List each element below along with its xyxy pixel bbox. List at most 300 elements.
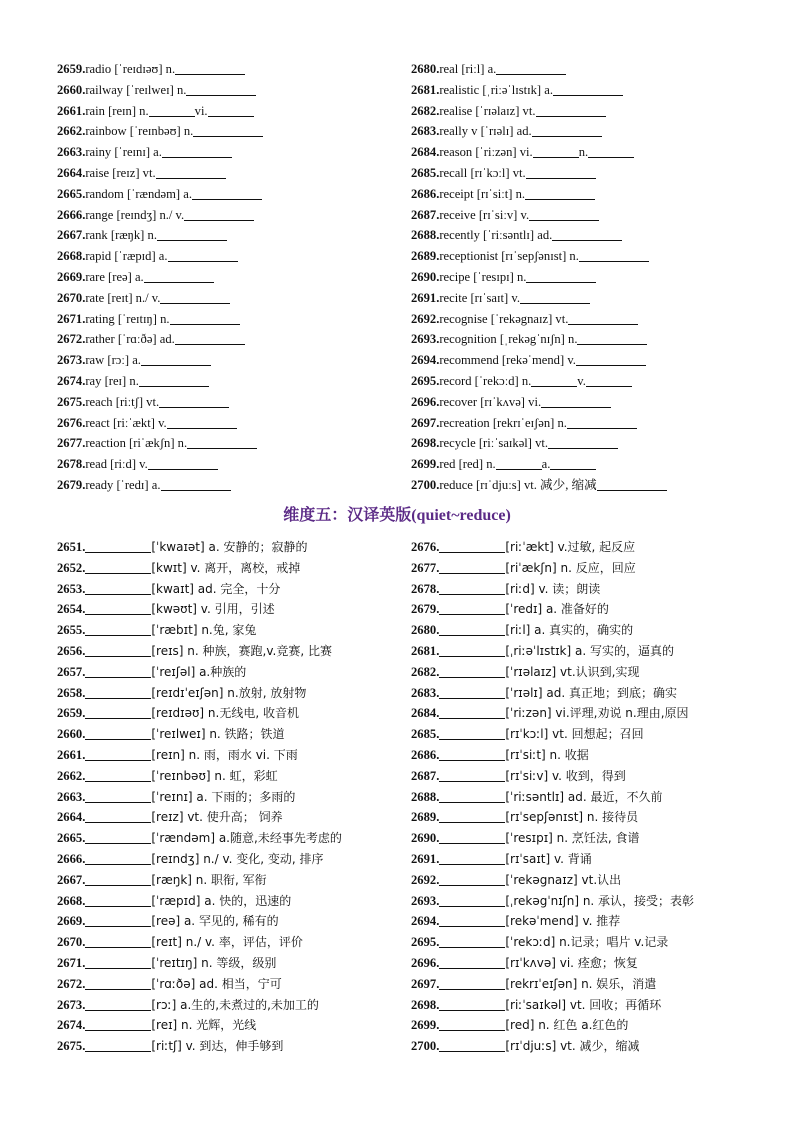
entry-number: 2683. <box>411 685 440 700</box>
answer-blank[interactable] <box>159 394 229 408</box>
entry-word: rate [reɪt] n./ v. <box>85 290 161 305</box>
vocab-entry <box>411 1036 751 1057</box>
answer-blank[interactable] <box>588 144 634 158</box>
answer-blank[interactable] <box>529 207 599 221</box>
vocab-entry <box>57 662 402 683</box>
entry-number: 2681. <box>411 82 440 97</box>
entry-word: rain [reɪn] n. <box>85 103 149 118</box>
answer-blank[interactable] <box>439 851 505 865</box>
vocab-entry <box>57 911 402 932</box>
entry-word: recall [rɪˈkɔːl] vt. <box>439 165 526 180</box>
vocab-entry <box>411 745 751 766</box>
entry-number: 2686. <box>411 186 440 201</box>
vocab-entry <box>411 246 751 267</box>
entry-number: 2687. <box>411 207 440 222</box>
entry-number: 2665. <box>57 831 86 846</box>
answer-blank[interactable] <box>439 913 505 927</box>
answer-blank[interactable] <box>439 539 505 553</box>
entry-word: ready [ˈredɪ] a. <box>85 477 161 492</box>
entry-number: 2688. <box>411 228 440 243</box>
entry-definition: [ˈræpɪd] a. 快的，迅速的 <box>151 893 292 908</box>
vocab-entry <box>411 787 751 808</box>
vocab-entry <box>57 184 397 205</box>
vocab-entry <box>411 641 751 662</box>
entry-definition: [ˈrændəm] a.随意,未经事先考虑的 <box>151 831 342 846</box>
answer-blank[interactable] <box>184 207 254 221</box>
answer-blank[interactable] <box>85 851 151 865</box>
section-title-cn: 维度五：汉译英版 <box>283 505 412 524</box>
entry-number: 2657. <box>57 664 86 679</box>
answer-blank[interactable] <box>439 685 505 699</box>
entry-number: 2659. <box>57 706 86 721</box>
answer-blank[interactable] <box>139 373 209 387</box>
vocab-entry <box>411 205 751 226</box>
entry-number: 2668. <box>57 249 86 264</box>
vocab-entry <box>57 932 402 953</box>
entry-definition: [ˈrekɔːd] n.记录；唱片 v.记录 <box>505 935 669 950</box>
vocab-entry <box>411 371 751 392</box>
entry-number: 2699. <box>411 1018 440 1033</box>
entry-number: 2674. <box>57 373 86 388</box>
entry-word: real [riːl] a. <box>439 62 497 76</box>
entry-word: raise [reɪz] vt. <box>85 165 156 180</box>
answer-blank[interactable] <box>85 726 151 740</box>
entry-definition: [ˌriːəˈlɪstɪk] a. 写实的，逼真的 <box>505 643 674 658</box>
answer-blank[interactable] <box>208 103 254 117</box>
entry-number: 2691. <box>411 290 440 305</box>
answer-blank[interactable] <box>85 768 151 782</box>
vocab-entry <box>57 59 397 80</box>
entry-number: 2688. <box>411 789 440 804</box>
answer-blank[interactable] <box>577 331 647 345</box>
entry-definition: [ræŋk] n. 职衔, 军衔 <box>151 872 267 887</box>
vocab-entry <box>411 891 751 912</box>
answer-blank[interactable] <box>439 830 505 844</box>
entry-number: 2682. <box>411 103 440 118</box>
entry-word-part2: n. <box>578 145 589 160</box>
entry-number: 2671. <box>57 311 86 326</box>
entry-definition: [rɪˈsiːt] n. 收据 <box>505 747 589 762</box>
entry-number: 2669. <box>57 269 86 284</box>
answer-blank[interactable] <box>597 477 667 491</box>
answer-blank[interactable] <box>85 581 151 595</box>
entry-number: 2673. <box>57 353 86 368</box>
answer-blank[interactable] <box>439 809 505 823</box>
entry-number: 2668. <box>57 893 86 908</box>
vocab-entry <box>57 475 397 496</box>
answer-blank[interactable] <box>156 165 226 179</box>
entry-number: 2685. <box>411 165 440 180</box>
answer-blank[interactable] <box>161 477 231 491</box>
answer-blank[interactable] <box>439 726 505 740</box>
entry-number: 2682. <box>411 664 440 679</box>
vocab-entry <box>411 413 751 434</box>
cn-to-en-left-column <box>57 537 402 1057</box>
vocab-entry <box>57 703 402 724</box>
vocab-entry <box>57 205 397 226</box>
entry-number: 2670. <box>57 935 86 950</box>
entry-number: 2690. <box>411 831 440 846</box>
entry-definition: [ˈrɪəlɪ] ad. 真正地；到底；确实 <box>505 685 677 700</box>
entry-definition: [reɪs] n. 种族，赛跑,v.竞赛, 比赛 <box>151 643 332 658</box>
vocab-entry <box>411 766 751 787</box>
answer-blank[interactable] <box>186 82 256 96</box>
entry-number: 2658. <box>57 685 86 700</box>
answer-blank[interactable] <box>525 186 595 200</box>
entry-number: 2696. <box>411 955 440 970</box>
vocab-entry <box>57 225 397 246</box>
entry-word: rainy [ˈreɪnɪ] a. <box>85 145 162 160</box>
answer-blank[interactable] <box>552 227 622 241</box>
vocab-entry <box>57 995 402 1016</box>
entry-definition: [reɪdɪəʊ] n.无线电, 收音机 <box>151 706 299 721</box>
vocab-entry <box>57 641 402 662</box>
vocab-entry <box>57 620 402 641</box>
vocab-entry <box>411 225 751 246</box>
entry-number: 2692. <box>411 311 440 326</box>
entry-word: react [riːˈækt] v. <box>85 415 167 430</box>
entry-word: railway [ˈreɪlweɪ] n. <box>85 82 187 97</box>
answer-blank[interactable] <box>576 352 646 366</box>
answer-blank[interactable] <box>85 872 151 886</box>
entry-definition: [rɪˈdjuːs] vt. 减少，缩减 <box>505 1039 640 1054</box>
entry-word: reach [riːtʃ] vt. <box>85 394 160 409</box>
entry-word: rating [ˈreɪtɪŋ] n. <box>85 311 170 326</box>
answer-blank[interactable] <box>439 622 505 636</box>
entry-number: 2679. <box>411 602 440 617</box>
answer-blank[interactable] <box>439 747 505 761</box>
entry-number: 2653. <box>57 581 86 596</box>
vocab-entry <box>57 121 397 142</box>
answer-blank[interactable] <box>187 435 257 449</box>
entry-number: 2667. <box>57 872 86 887</box>
vocab-entry <box>411 662 751 683</box>
entry-number: 2673. <box>57 997 86 1012</box>
entry-word: realistic [ˌriːəˈlɪstɪk] a. <box>439 82 553 97</box>
answer-blank[interactable] <box>553 82 623 96</box>
answer-blank[interactable] <box>85 997 151 1011</box>
entry-definition: [ˈredɪ] a. 准备好的 <box>505 602 609 617</box>
entry-number: 2666. <box>57 207 86 222</box>
entry-number: 2675. <box>57 394 86 409</box>
answer-blank[interactable] <box>85 830 151 844</box>
entry-number: 2660. <box>57 82 86 97</box>
answer-blank[interactable] <box>85 789 151 803</box>
vocab-entry <box>411 1015 751 1036</box>
entry-number: 2669. <box>57 914 86 929</box>
entry-word: rather [ˈrɑːðə] ad. <box>85 332 175 347</box>
entry-number: 2684. <box>411 145 440 160</box>
entry-definition: [rɪˈsaɪt] v. 背诵 <box>505 851 592 866</box>
answer-blank[interactable] <box>85 747 151 761</box>
answer-blank[interactable] <box>85 1038 151 1052</box>
vocab-entry <box>411 59 751 80</box>
answer-blank[interactable] <box>439 789 505 803</box>
entry-word: rare [reə] a. <box>85 269 144 284</box>
answer-blank[interactable] <box>85 601 151 615</box>
entry-word: reaction [riˈækʃn] n. <box>85 436 188 451</box>
entry-word: receptionist [rɪˈsepʃənɪst] n. <box>439 249 579 264</box>
answer-blank[interactable] <box>175 331 245 345</box>
entry-number: 2694. <box>411 353 440 368</box>
vocab-entry <box>411 974 751 995</box>
answer-blank[interactable] <box>85 913 151 927</box>
vocab-entry <box>57 974 402 995</box>
entry-number: 2663. <box>57 145 86 160</box>
answer-blank[interactable] <box>439 1038 505 1052</box>
answer-blank[interactable] <box>85 643 151 657</box>
answer-blank[interactable] <box>439 664 505 678</box>
entry-definition: [reɪndʒ] n./ v. 变化, 变动, 排序 <box>151 851 324 866</box>
entry-definition: [ˈrɪəlaɪz] vt.认识到,实现 <box>505 664 640 679</box>
entry-word: random [ˈrændəm] a. <box>85 186 193 201</box>
entry-word: reduce [rɪˈdjuːs] vt. 减少, 缩减 <box>439 477 597 492</box>
entry-number: 2693. <box>411 893 440 908</box>
entry-number: 2666. <box>57 851 86 866</box>
entry-word: reason [ˈriːzən] vi. <box>439 145 533 160</box>
answer-blank[interactable] <box>439 872 505 886</box>
answer-blank[interactable] <box>439 581 505 595</box>
answer-blank[interactable] <box>141 352 211 366</box>
answer-blank[interactable] <box>439 768 505 782</box>
answer-blank[interactable] <box>175 61 245 75</box>
answer-blank[interactable] <box>85 934 151 948</box>
vocab-entry <box>411 807 751 828</box>
answer-blank[interactable] <box>567 415 637 429</box>
entry-number: 2659. <box>57 62 86 76</box>
entry-word: receive [rɪˈsiːv] v. <box>439 207 530 222</box>
entry-number: 2672. <box>57 976 86 991</box>
section-title <box>0 502 794 525</box>
entry-definition: [ˈrɑːðə] ad. 相当，宁可 <box>151 976 282 991</box>
entry-definition: [ˈriːsəntlɪ] ad. 最近，不久前 <box>505 789 663 804</box>
answer-blank[interactable] <box>520 290 590 304</box>
vocab-entry <box>411 350 751 371</box>
vocab-entry <box>411 849 751 870</box>
answer-blank[interactable] <box>531 373 577 387</box>
entry-number: 2661. <box>57 103 86 118</box>
vocab-entry <box>411 911 751 932</box>
answer-blank[interactable] <box>548 435 618 449</box>
entry-definition: [ˈreɪlweɪ] n. 铁路；铁道 <box>151 727 285 742</box>
entry-number: 2678. <box>411 581 440 596</box>
entry-number: 2698. <box>411 436 440 451</box>
entry-number: 2687. <box>411 768 440 783</box>
entry-definition: [ˈreɪtɪŋ] n. 等级，级别 <box>151 955 277 970</box>
vocab-entry <box>411 828 751 849</box>
answer-blank[interactable] <box>157 227 227 241</box>
answer-blank[interactable] <box>439 997 505 1011</box>
entry-word: recover [rɪˈkʌvə] vi. <box>439 394 542 409</box>
entry-word: rainbow [ˈreɪnbəʊ] n. <box>85 124 194 139</box>
answer-blank[interactable] <box>568 311 638 325</box>
entry-number: 2678. <box>57 457 86 472</box>
answer-blank[interactable] <box>162 144 232 158</box>
entry-definition: [rɪˈkɔːl] vt. 回想起；召回 <box>505 727 644 742</box>
vocab-entry <box>57 766 402 787</box>
entry-word: recite [rɪˈsaɪt] v. <box>439 290 520 305</box>
answer-blank[interactable] <box>536 103 606 117</box>
answer-blank[interactable] <box>85 893 151 907</box>
entry-word-part2: a. <box>541 457 551 472</box>
answer-blank[interactable] <box>85 622 151 636</box>
vocab-entry <box>411 392 751 413</box>
answer-blank[interactable] <box>439 893 505 907</box>
answer-blank[interactable] <box>439 705 505 719</box>
answer-blank[interactable] <box>167 415 237 429</box>
entry-definition: [reɪz] vt. 使升高； 饲养 <box>151 810 283 825</box>
entry-definition: [riːˈsaɪkəl] vt. 回收；再循环 <box>505 997 662 1012</box>
answer-blank[interactable] <box>85 976 151 990</box>
entry-definition: [ˈresɪpɪ] n. 烹饪法, 食谱 <box>505 831 640 846</box>
entry-number: 2660. <box>57 727 86 742</box>
answer-blank[interactable] <box>496 456 542 470</box>
answer-blank[interactable] <box>439 955 505 969</box>
answer-blank[interactable] <box>533 144 579 158</box>
entry-word: rank [ræŋk] n. <box>85 228 157 243</box>
entry-number: 2684. <box>411 706 440 721</box>
vocab-entry <box>411 454 751 475</box>
answer-blank[interactable] <box>439 560 505 574</box>
answer-blank[interactable] <box>85 705 151 719</box>
vocab-entry <box>411 475 751 496</box>
answer-blank[interactable] <box>85 1017 151 1031</box>
vocab-entry <box>57 454 397 475</box>
entry-number: 2677. <box>57 436 86 451</box>
answer-blank[interactable] <box>439 643 505 657</box>
entry-number: 2651. <box>57 540 86 554</box>
answer-blank[interactable] <box>148 456 218 470</box>
entry-number: 2664. <box>57 165 86 180</box>
vocab-entry <box>57 413 397 434</box>
entry-number: 2691. <box>411 851 440 866</box>
answer-blank[interactable] <box>541 394 611 408</box>
entry-word: read [riːd] v. <box>85 457 148 472</box>
entry-number: 2699. <box>411 457 440 472</box>
entry-definition: [ˈrekəgnaɪz] vt.认出 <box>505 872 622 887</box>
vocab-entry <box>57 80 397 101</box>
entry-number: 2655. <box>57 623 86 638</box>
vocab-entry <box>411 683 751 704</box>
answer-blank[interactable] <box>85 955 151 969</box>
answer-blank[interactable] <box>149 103 195 117</box>
answer-blank[interactable] <box>586 373 632 387</box>
answer-blank[interactable] <box>439 601 505 615</box>
entry-number: 2697. <box>411 415 440 430</box>
entry-number: 2693. <box>411 332 440 347</box>
vocab-entry <box>411 433 751 454</box>
entry-definition: [ˈkwaɪət] a. 安静的；寂静的 <box>151 540 308 554</box>
answer-blank[interactable] <box>439 976 505 990</box>
answer-blank[interactable] <box>85 664 151 678</box>
answer-blank[interactable] <box>144 269 214 283</box>
entry-number: 2700. <box>411 1039 440 1054</box>
vocab-entry <box>411 121 751 142</box>
vocab-entry <box>411 703 751 724</box>
en-to-cn-left-column <box>57 59 397 496</box>
entry-definition: [ˈreɪnbəʊ] n. 虹，彩虹 <box>151 768 278 783</box>
answer-blank[interactable] <box>526 269 596 283</box>
vocab-entry <box>57 953 402 974</box>
entry-word: recognition [ˌrekəgˈnɪʃn] n. <box>439 332 578 347</box>
answer-blank[interactable] <box>550 456 596 470</box>
entry-word: record [ˈrekɔːd] n. <box>439 373 532 388</box>
entry-number: 2652. <box>57 560 86 575</box>
answer-blank[interactable] <box>170 311 240 325</box>
entry-number: 2694. <box>411 914 440 929</box>
entry-number: 2674. <box>57 1018 86 1033</box>
answer-blank[interactable] <box>85 539 151 553</box>
vocab-entry <box>411 870 751 891</box>
vocab-entry <box>57 163 397 184</box>
entry-number: 2667. <box>57 228 86 243</box>
entry-number: 2661. <box>57 747 86 762</box>
answer-blank[interactable] <box>439 934 505 948</box>
entry-number: 2665. <box>57 186 86 201</box>
answer-blank[interactable] <box>526 165 596 179</box>
answer-blank[interactable] <box>193 123 263 137</box>
vocab-entry <box>411 953 751 974</box>
entry-definition: [ˈriːzən] vi.评理,劝说 n.理由,原因 <box>505 706 689 721</box>
vocab-entry <box>411 267 751 288</box>
entry-number: 2697. <box>411 976 440 991</box>
answer-blank[interactable] <box>192 186 262 200</box>
entry-number: 2671. <box>57 955 86 970</box>
answer-blank[interactable] <box>85 560 151 574</box>
answer-blank[interactable] <box>85 809 151 823</box>
answer-blank[interactable] <box>168 248 238 262</box>
vocab-entry <box>411 537 751 558</box>
entry-number: 2676. <box>57 415 86 430</box>
vocab-entry <box>411 724 751 745</box>
vocab-entry <box>57 724 402 745</box>
entry-word: ray [reɪ] n. <box>85 373 139 388</box>
answer-blank[interactable] <box>496 61 566 75</box>
entry-definition: [reɪn] n. 雨，雨水 vi. 下雨 <box>151 747 298 762</box>
answer-blank[interactable] <box>579 248 649 262</box>
vocab-entry <box>57 350 397 371</box>
answer-blank[interactable] <box>532 123 602 137</box>
entry-number: 2686. <box>411 747 440 762</box>
cn-to-en-right-column <box>411 537 751 1057</box>
entry-word-part2: v. <box>577 373 586 388</box>
entry-word: receipt [rɪˈsiːt] n. <box>439 186 526 201</box>
vocab-entry <box>411 101 751 122</box>
entry-definition: [ˌrekəgˈnɪʃn] n. 承认，接受；表彰 <box>505 893 695 908</box>
entry-definition: [riːtʃ] v. 到达，伸手够到 <box>151 1039 284 1054</box>
entry-definition: [riːd] v. 读；朗读 <box>505 581 601 596</box>
entry-word: recently [ˈriːsəntlɪ] ad. <box>439 228 553 243</box>
en-to-cn-right-column <box>411 59 751 496</box>
entry-number: 2692. <box>411 872 440 887</box>
vocab-entry <box>57 392 397 413</box>
entry-number: 2690. <box>411 269 440 284</box>
vocab-entry <box>57 288 397 309</box>
answer-blank[interactable] <box>439 1017 505 1031</box>
section-title-en: (quiet~reduce) <box>411 507 511 524</box>
answer-blank[interactable] <box>160 290 230 304</box>
entry-number: 2695. <box>411 935 440 950</box>
entry-number: 2696. <box>411 394 440 409</box>
answer-blank[interactable] <box>85 685 151 699</box>
entry-word: radio [ˈreɪdɪəʊ] n. <box>85 62 176 76</box>
entry-definition: [rɪˈsiːv] v. 收到，得到 <box>505 768 626 783</box>
entry-number: 2675. <box>57 1039 86 1054</box>
entry-definition: [red] n. 红色 a.红色的 <box>505 1018 629 1033</box>
entry-number: 2670. <box>57 290 86 305</box>
entry-number: 2689. <box>411 249 440 264</box>
vocab-entry <box>57 142 397 163</box>
